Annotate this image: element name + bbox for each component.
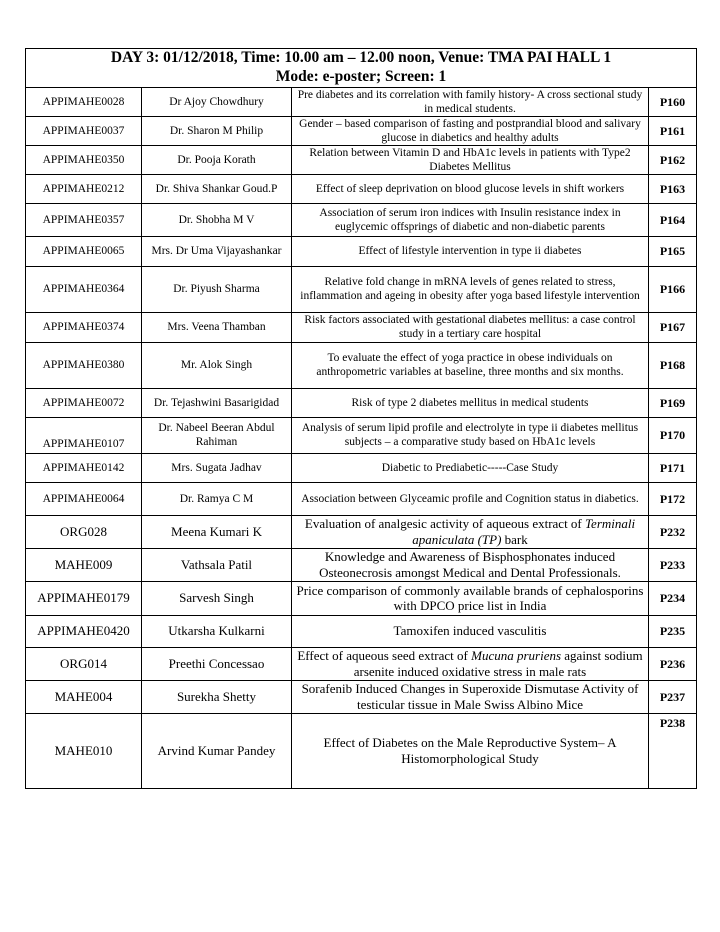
presenter-name: Dr. Piyush Sharma [142, 266, 292, 312]
abstract-id: APPIMAHE0357 [26, 203, 142, 236]
table-row [26, 87, 697, 116]
abstract-title: Risk of type 2 diabetes mellitus in medical students [292, 388, 649, 417]
table-row [26, 203, 697, 236]
schedule-header [26, 49, 697, 88]
presenter-name: Mrs. Veena Thamban [142, 312, 292, 342]
abstract-id: APPIMAHE0037 [26, 116, 142, 145]
table-row [26, 680, 697, 713]
poster-number: P172 [649, 482, 697, 515]
presenter-name: Meena Kumari K [142, 515, 292, 548]
header-line-2: Mode: e-poster; Screen: 1 [275, 67, 447, 85]
presenter-name: Mrs. Dr Uma Vijayashankar [142, 236, 292, 266]
abstract-id: APPIMAHE0380 [26, 342, 142, 388]
abstract-id: MAHE004 [26, 680, 142, 713]
abstract-id: MAHE009 [26, 548, 142, 581]
presenter-name: Sarvesh Singh [142, 581, 292, 615]
abstract-title: Knowledge and Awareness of Bisphosphonates induced Osteonecrosis amongst Medical and Dental Professionals. [292, 548, 649, 581]
presenter-name: Mr. Alok Singh [142, 342, 292, 388]
presenter-name: Dr. Nabeel Beeran Abdul Rahiman [142, 417, 292, 453]
poster-number: P169 [649, 388, 697, 417]
presenter-name: Dr Ajoy Chowdhury [142, 87, 292, 116]
poster-number: P232 [649, 515, 697, 548]
table-row [26, 647, 697, 680]
abstract-id: APPIMAHE0179 [26, 581, 142, 615]
poster-number: P170 [649, 417, 697, 453]
abstract-title: Relation between Vitamin D and HbA1c levels in patients with Type2 Diabetes Mellitus [292, 145, 649, 174]
presenter-name: Vathsala Patil [142, 548, 292, 581]
abstract-id: ORG028 [26, 515, 142, 548]
poster-number: P162 [649, 145, 697, 174]
abstract-title: Relative fold change in mRNA levels of genes related to stress, inflammation and ageing in obesity after yoga based lifestyle intervention [292, 266, 649, 312]
abstract-title: Diabetic to Prediabetic-----Case Study [292, 453, 649, 482]
abstract-id: ORG014 [26, 647, 142, 680]
presenter-name: Utkarsha Kulkarni [142, 615, 292, 647]
abstract-id: APPIMAHE0064 [26, 482, 142, 515]
abstract-id: MAHE010 [26, 713, 142, 788]
species-name: Mucuna pruriens [471, 648, 562, 664]
abstract-title: Effect of lifestyle intervention in type ii diabetes [292, 236, 649, 266]
poster-number: P163 [649, 174, 697, 203]
abstract-title: Association of serum iron indices with Insulin resistance index in euglycemic offsprings of diabetic and non-diabetic parents [292, 203, 649, 236]
abstract-id: APPIMAHE0142 [26, 453, 142, 482]
poster-number: P167 [649, 312, 697, 342]
poster-number: P238 [649, 713, 697, 788]
presenter-name: Preethi Concessao [142, 647, 292, 680]
abstract-title: Analysis of serum lipid profile and electrolyte in type ii diabetes mellitus subjects – a comparative study based on HbA1c levels [292, 417, 649, 453]
abstract-title: Association between Glyceamic profile and Cognition status in diabetics. [292, 482, 649, 515]
poster-number: P233 [649, 548, 697, 581]
table-row [26, 174, 697, 203]
schedule-header-row [26, 49, 697, 88]
poster-number: P235 [649, 615, 697, 647]
table-row [26, 312, 697, 342]
table-row [26, 615, 697, 647]
poster-number: P160 [649, 87, 697, 116]
abstract-title: Risk factors associated with gestational diabetes mellitus: a case control study in a tertiary care hospital [292, 312, 649, 342]
abstract-id: APPIMAHE0350 [26, 145, 142, 174]
poster-number: P234 [649, 581, 697, 615]
header-line-1: DAY 3: 01/12/2018, Time: 10.00 am – 12.00 noon, Venue: TMA PAI HALL 1 [110, 49, 612, 66]
table-row [26, 581, 697, 615]
poster-number: P236 [649, 647, 697, 680]
table-row [26, 145, 697, 174]
poster-number: P237 [649, 680, 697, 713]
poster-number: P171 [649, 453, 697, 482]
table-row [26, 515, 697, 548]
presenter-name: Dr. Tejashwini Basarigidad [142, 388, 292, 417]
abstract-title: Effect of Diabetes on the Male Reproductive System– A Histomorphological Study [292, 713, 649, 788]
abstract-title: Gender – based comparison of fasting and postprandial blood and salivary glucose in diabetics and healthy adults [292, 116, 649, 145]
table-row [26, 236, 697, 266]
poster-number: P165 [649, 236, 697, 266]
abstract-id: APPIMAHE0364 [26, 266, 142, 312]
table-row [26, 482, 697, 515]
table-row [26, 388, 697, 417]
presenter-name: Dr. Sharon M Philip [142, 116, 292, 145]
poster-number: P166 [649, 266, 697, 312]
abstract-id: APPIMAHE0107 [26, 417, 142, 453]
title-text: against sodium arsenite induced oxidative stress in male rats [353, 648, 643, 679]
abstract-title [292, 515, 649, 548]
presenter-name: Dr. Shobha M V [142, 203, 292, 236]
abstract-id: APPIMAHE0420 [26, 615, 142, 647]
poster-number: P161 [649, 116, 697, 145]
table-row [26, 116, 697, 145]
table-row [26, 342, 697, 388]
abstract-title: Price comparison of commonly available brands of cephalosporins with DPCO price list in India [292, 581, 649, 615]
abstract-title: To evaluate the effect of yoga practice in obese individuals on anthropometric variables at baseline, three months and six months. [292, 342, 649, 388]
table-row [26, 266, 697, 312]
poster-number: P168 [649, 342, 697, 388]
abstract-title: Sorafenib Induced Changes in Superoxide Dismutase Activity of testicular tissue in Male Swiss Albino Mice [292, 680, 649, 713]
presenter-name: Dr. Ramya C M [142, 482, 292, 515]
abstract-id: APPIMAHE0374 [26, 312, 142, 342]
poster-number: P164 [649, 203, 697, 236]
abstract-id: APPIMAHE0212 [26, 174, 142, 203]
abstract-id: APPIMAHE0072 [26, 388, 142, 417]
presenter-name: Arvind Kumar Pandey [142, 713, 292, 788]
table-row [26, 453, 697, 482]
table-row [26, 548, 697, 581]
title-text: bark [501, 531, 528, 547]
species-name: Terminali apaniculata (TP) [412, 516, 636, 547]
abstract-title: Pre diabetes and its correlation with family history- A cross sectional study in medical students. [292, 87, 649, 116]
abstract-title: Effect of sleep deprivation on blood glucose levels in shift workers [292, 174, 649, 203]
abstract-title: Tamoxifen induced vasculitis [292, 615, 649, 647]
title-text: Evaluation of analgesic activity of aqueous extract of [304, 516, 586, 532]
presenter-name: Surekha Shetty [142, 680, 292, 713]
schedule-table [25, 48, 697, 789]
presenter-name: Dr. Shiva Shankar Goud.P [142, 174, 292, 203]
abstract-title [292, 647, 649, 680]
abstract-id: APPIMAHE0028 [26, 87, 142, 116]
abstract-id: APPIMAHE0065 [26, 236, 142, 266]
title-text: Effect of aqueous seed extract of [297, 648, 472, 664]
table-row [26, 713, 697, 788]
presenter-name: Mrs. Sugata Jadhav [142, 453, 292, 482]
table-row [26, 417, 697, 453]
presenter-name: Dr. Pooja Korath [142, 145, 292, 174]
